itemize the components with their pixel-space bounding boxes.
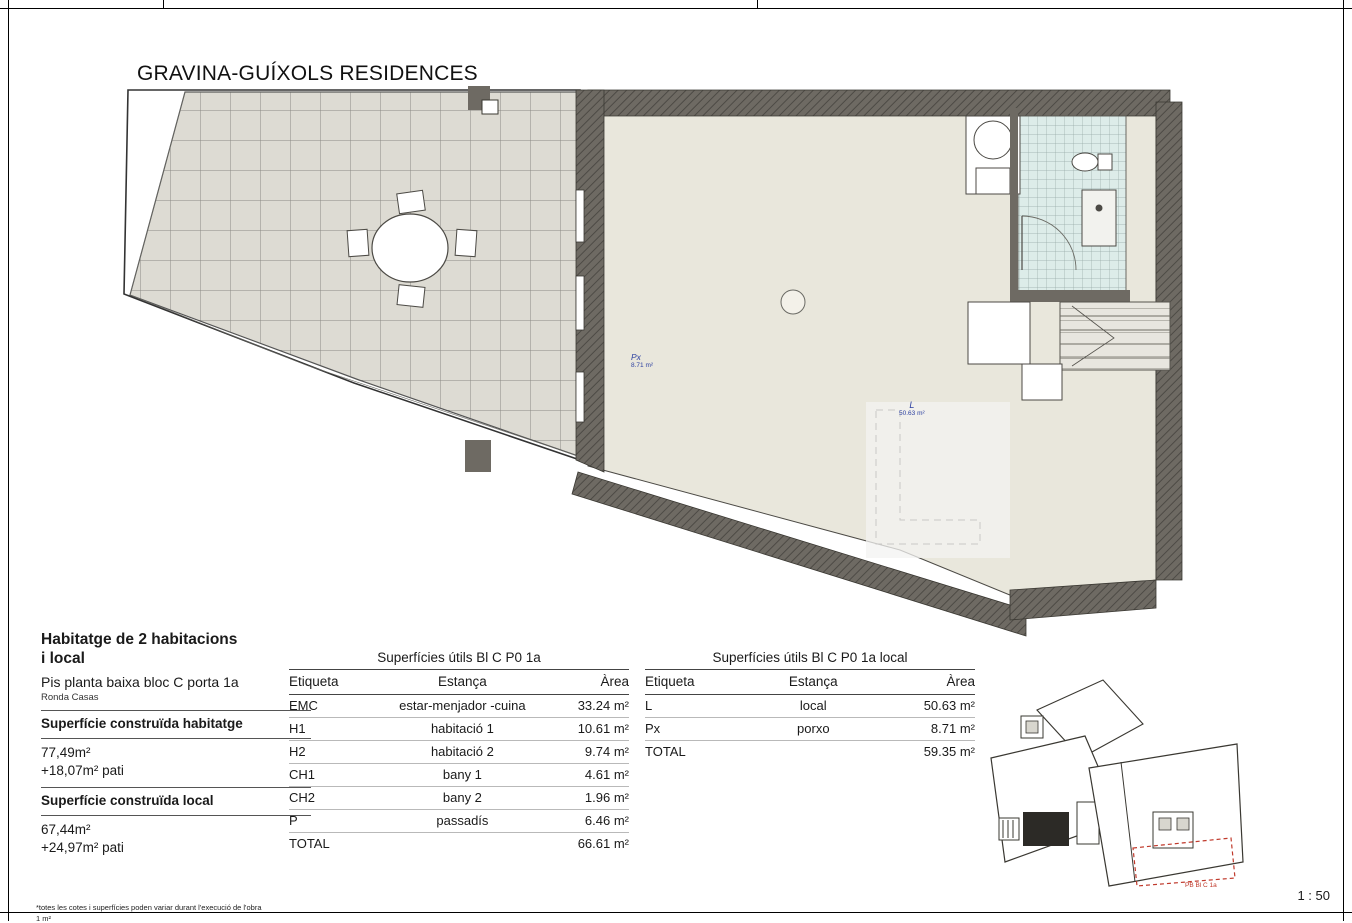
- col-estanca: Estança: [744, 670, 883, 695]
- col-area: Àrea: [534, 670, 629, 695]
- table-header-row: [289, 670, 629, 695]
- built-dwelling-patio: +18,07m² pati: [41, 763, 124, 778]
- cell-room: porxo: [744, 718, 883, 741]
- info-divider-2: [41, 738, 311, 739]
- cell-tag: CH2: [289, 787, 391, 810]
- areas-table-dwelling: [289, 650, 629, 855]
- table-total-row: [645, 741, 975, 764]
- unit-subtitle: Pis planta baixa bloc C porta 1a: [41, 674, 239, 690]
- info-divider-4: [41, 815, 311, 816]
- unit-heading-line1: Habitatge de 2 habitacions: [41, 631, 238, 648]
- unit-street: Ronda Casas: [41, 692, 99, 703]
- cell-room: habitació 2: [391, 741, 534, 764]
- table-row: [645, 695, 975, 718]
- drawing-scale: 1 : 50: [1297, 888, 1330, 903]
- cell-room: bany 2: [391, 787, 534, 810]
- cell-room: estar-menjador -cuina: [391, 695, 534, 718]
- table-row: [289, 695, 629, 718]
- sheet-tick-left: [163, 0, 164, 9]
- col-etiqueta: Etiqueta: [645, 670, 744, 695]
- sheet-border-bottom: [0, 912, 1352, 913]
- footnote-scale-bar-label: 1 m²: [36, 914, 51, 923]
- areas-table-dwelling-caption: Superfícies útils Bl C P0 1a: [377, 650, 541, 665]
- info-divider-3: [41, 787, 311, 788]
- total-value: 66.61 m²: [534, 833, 629, 856]
- unit-heading: [41, 630, 311, 668]
- cell-tag: P: [289, 810, 391, 833]
- key-plan-unit-tag: PB Bl C 1a: [1185, 882, 1217, 889]
- local-label: L 50.63 m²: [899, 400, 925, 417]
- total-label: TOTAL: [645, 744, 686, 759]
- unit-heading-line2: i local: [41, 650, 85, 667]
- col-etiqueta: Etiqueta: [289, 670, 391, 695]
- cell-room: local: [744, 695, 883, 718]
- cell-tag: H2: [289, 741, 391, 764]
- table-total-row: [289, 833, 629, 856]
- page-title: GRAVINA-GUÍXOLS RESIDENCES: [137, 62, 478, 85]
- table-row: [289, 764, 629, 787]
- cell-area: 1.96 m²: [534, 787, 629, 810]
- cell-tag: L: [645, 695, 744, 718]
- local-area-value: 50.63 m²: [899, 410, 925, 417]
- total-label: TOTAL: [289, 836, 330, 851]
- built-local-patio: +24,97m² pati: [41, 840, 124, 855]
- sheet-border-right: [1343, 0, 1344, 921]
- sheet-border-left: [8, 0, 9, 921]
- cell-tag: Px: [645, 718, 744, 741]
- footnote-text: *totes les cotes i superfícies poden variar durant l'execució de l'obra: [36, 903, 262, 912]
- built-local-value: 67,44m²: [41, 822, 91, 837]
- cell-area: 6.46 m²: [534, 810, 629, 833]
- cell-tag: EMC: [289, 695, 391, 718]
- table-row: [645, 718, 975, 741]
- table-row: [289, 810, 629, 833]
- areas-table-local-caption: Superfícies útils Bl C P0 1a local: [712, 650, 908, 665]
- key-plan-diagram: [985, 672, 1245, 905]
- cell-area: 50.63 m²: [883, 695, 975, 718]
- cell-room: bany 1: [391, 764, 534, 787]
- built-dwelling-label: Superfície construïda habitatge: [41, 716, 243, 731]
- sheet-tick-right: [757, 0, 758, 9]
- areas-table-local: [645, 650, 975, 763]
- col-estanca: Estança: [391, 670, 534, 695]
- cell-area: 9.74 m²: [534, 741, 629, 764]
- col-area: Àrea: [883, 670, 975, 695]
- cell-area: 10.61 m²: [534, 718, 629, 741]
- total-value: 59.35 m²: [883, 741, 975, 764]
- table-header-row: [645, 670, 975, 695]
- table-row: [289, 787, 629, 810]
- porch-area-value: 8.71 m²: [631, 362, 654, 369]
- cell-room: habitació 1: [391, 718, 534, 741]
- cell-room: passadís: [391, 810, 534, 833]
- info-divider-1: [41, 710, 311, 711]
- cell-area: 8.71 m²: [883, 718, 975, 741]
- table-row: [289, 718, 629, 741]
- table-row: [289, 741, 629, 764]
- cell-area: 4.61 m²: [534, 764, 629, 787]
- cell-tag: H1: [289, 718, 391, 741]
- sheet-border-top: [0, 8, 1352, 9]
- cell-area: 33.24 m²: [534, 695, 629, 718]
- porch-label: Px 8.71 m²: [631, 352, 654, 369]
- built-local-label: Superfície construïda local: [41, 793, 214, 808]
- floor-plan-drawing: [110, 80, 1190, 640]
- unit-info-block: [41, 630, 311, 857]
- built-dwelling-value: 77,49m²: [41, 745, 91, 760]
- cell-tag: CH1: [289, 764, 391, 787]
